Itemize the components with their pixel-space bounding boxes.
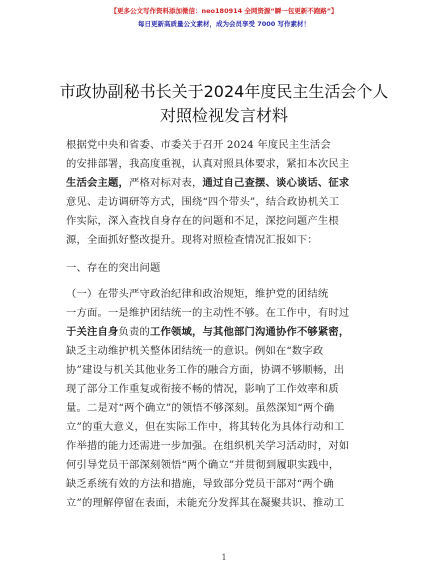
paragraph-2-line-12: 立”的理解停留在表面，未能充分发挥其在凝聚共识、推动工 (66, 497, 345, 509)
paragraph-2-line-11: 缺乏系统有效的方法和措施，导致部分党员干部对“两个确 (66, 478, 334, 490)
emphasis-focus: 于关注自身 (66, 326, 119, 338)
paragraph-2-line-2: 一方面。一是维护团结统一的主动性不够。在工作中，有时过 (66, 307, 350, 319)
document-title-line-1: 市政协副秘书长关于2024年度民主生活会个人 (59, 82, 389, 101)
paragraph-2-line-8: 立”的重大意义，但在实际工作中，将其转化为具体行动和工 (66, 421, 345, 433)
paragraph-2-line-9: 作举措的能力还需进一步加强。在组织机关学习活动时，对如 (66, 440, 350, 452)
paragraph-2-line-1: （一）在带头严守政治纪律和政治规矩，维护党的团结统 (66, 288, 329, 300)
text-standard: 严格对标对表， (128, 177, 203, 189)
section-heading-1: 一、存在的突出问题 (66, 262, 161, 274)
paragraph-1-line-2: 的安排部署，我高度重视，认真对照具体要求，紧扣本次民主 (66, 158, 350, 170)
paragraph-1-line-6: 源，全面抓好整改提升。现将对照检查情况汇报如下： (66, 234, 318, 246)
paragraph-2-line-4: 缺乏主动维护机关整体团结统一的意识。例如在“数字政 (66, 345, 324, 357)
text-responsible: 负责的 (118, 326, 150, 338)
paragraph-2-line-6: 现了部分工作重复或衔接不畅的情况，影响了工作效率和质 (66, 383, 339, 395)
promo-banner-line-2: 每日更新高质量公文素材，成为会员享受 7000 写作素材！ (137, 20, 311, 28)
emphasis-theme: 生活会主题， (66, 177, 129, 189)
paragraph-2-line-3 (66, 323, 396, 342)
paragraph-2-line-5: 协”建设与机关其他业务工作的融合方面，协调不够顺畅，出 (66, 364, 345, 376)
emphasis-methods: 通过自己查摆、谈心谈话、征求 (202, 177, 350, 189)
paragraph-1-line-4: 意见、走访调研等方式，围绕“四个带头”，结合政协机关工 (66, 196, 340, 208)
promo-banner-line-1: 【更多公文写作资料添加微信：neo180914 全网资源“瞬一包更新不跑路”】 (110, 7, 338, 15)
page-number: 1 (221, 553, 227, 562)
document-title-line-2: 对照检视发言材料 (159, 106, 288, 125)
paragraph-1-line-1: 根据党中央和省委、市委关于召开 2024 年度民主生活会 (66, 139, 331, 151)
paragraph-2-line-7: 量。二是对“两个确立”的领悟不够深刻。虽然深知“两个确 (66, 402, 335, 414)
paragraph-1-line-3 (66, 174, 396, 193)
paragraph-2-line-10: 何引导党员干部深刻领悟“两个确立”并贯彻到履职实践中， (66, 459, 340, 471)
paragraph-1-line-5: 作实际，深入查找自身存在的问题和不足，深挖问题产生根 (66, 215, 339, 227)
emphasis-coordination: 工作领域，与其他部门沟通协作不够紧密， (149, 326, 350, 338)
